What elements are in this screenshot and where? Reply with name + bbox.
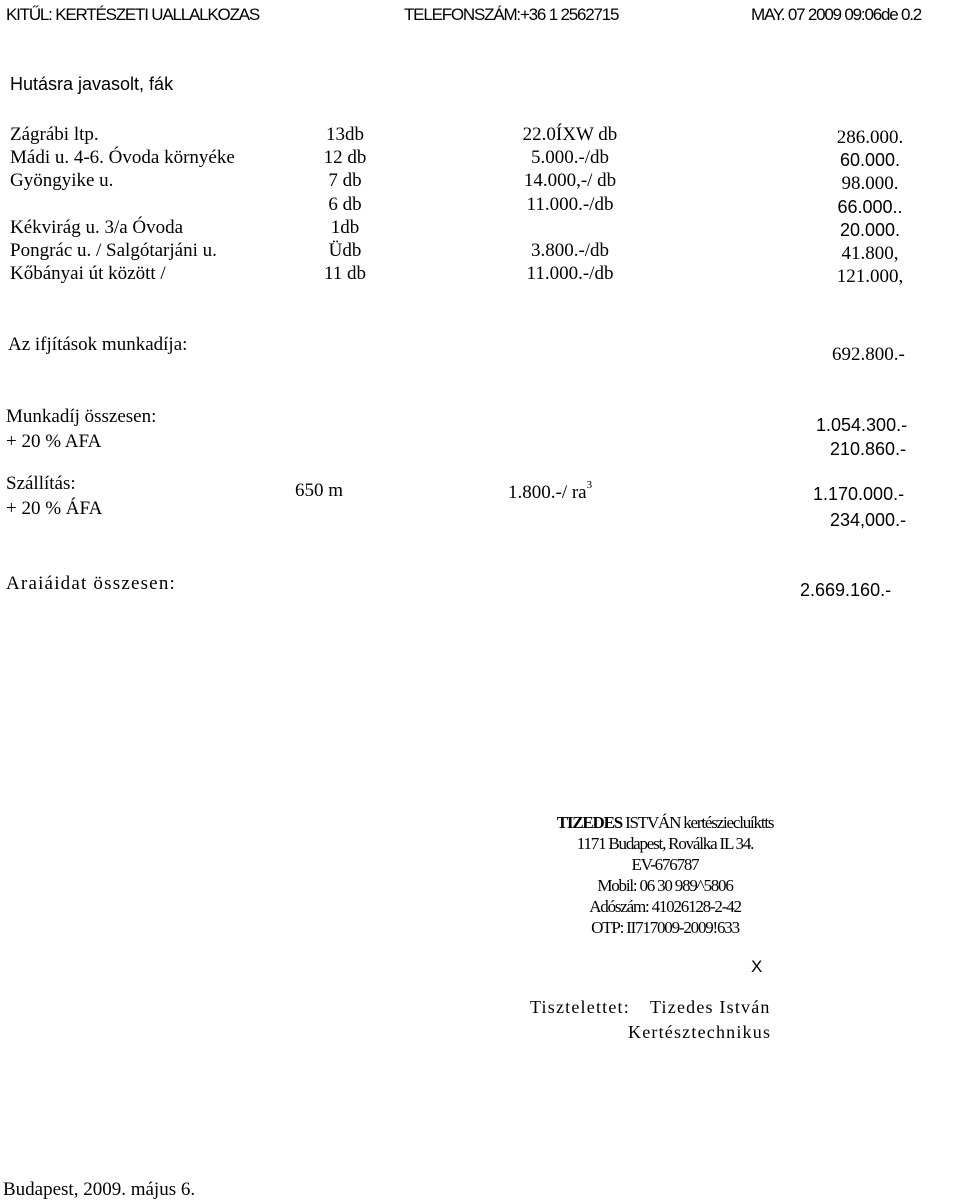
labor-value: 1.054.300.- xyxy=(816,415,908,435)
closing-title: Kertésztechnikus xyxy=(628,1022,772,1042)
quantity-cell: 12 db xyxy=(323,147,367,169)
shipping-vat-label: + 20 % ÁFA xyxy=(6,498,103,519)
stamp-name-rest: ISTVÁN kertésziecluíktts xyxy=(625,813,774,832)
shipping-unit-price xyxy=(508,479,593,503)
grand-total-label: Araiáidat összesen: xyxy=(6,573,176,594)
stamp-mobile: Mobil: 06 30 989^5806 xyxy=(597,876,733,895)
shipping-label: Szállítás: xyxy=(6,473,76,494)
stamp-address: 1171 Budapest, Roválka IL 34. xyxy=(576,834,754,853)
location-cell: Kékvirág u. 3/a Óvoda xyxy=(10,216,184,238)
shipping-quantity: 650 m xyxy=(295,480,344,501)
quantity-cell: 1db xyxy=(330,216,360,238)
unit-price-cell: 14.000,-/ db xyxy=(523,170,617,192)
fax-datetime: MAY. 07 2009 09:06de 0.2 xyxy=(751,5,922,24)
place-date: Budapest, 2009. május 6. xyxy=(3,1179,196,1200)
total-cell: 20.000. xyxy=(839,219,901,240)
shipping-vat-value: 234,000.- xyxy=(830,510,907,530)
unit-price-cell: 11.000.-/db xyxy=(526,193,614,215)
stamp-tax: Adószám: 41026128-2-42 xyxy=(589,897,741,916)
fax-phone: TELEFONSZÁM:+36 1 2562715 xyxy=(404,5,619,24)
company-stamp xyxy=(505,812,825,938)
unit-price-cell: 22.0ÍXW db xyxy=(522,124,618,145)
signature-mark: X xyxy=(751,957,763,976)
location-cell: Zágrábi ltp. xyxy=(10,124,99,145)
total-column xyxy=(815,126,925,288)
stamp-name-bold: TIZEDES xyxy=(556,813,622,832)
stamp-ev: EV-676787 xyxy=(631,855,699,874)
quantity-cell: 11 db xyxy=(323,263,367,285)
unit-price-cell: 11.000.-/db xyxy=(526,263,614,285)
quantity-cell: Üdb xyxy=(328,240,362,262)
renovation-value: 692.800.- xyxy=(832,344,905,365)
unit-price-cell: 3.800.-/db xyxy=(530,240,610,262)
cubic-superscript: 3 xyxy=(586,479,593,491)
location-column xyxy=(10,123,235,285)
total-cell: 286.000. xyxy=(836,127,904,148)
labor-vat-label: + 20 % AFA xyxy=(6,431,102,452)
quantity-cell: 6 db xyxy=(328,193,362,215)
unit-price-column xyxy=(495,123,645,285)
renovation-label: Az ifjítások munkadíja: xyxy=(8,334,188,355)
shipping-unit-price-text: 1.800.-/ ra xyxy=(508,482,587,503)
unit-price-cell: 5.000.-/db xyxy=(530,147,610,169)
location-cell: Mádi u. 4-6. Óvoda környéke xyxy=(10,147,235,169)
total-cell: 41.800, xyxy=(841,243,899,265)
total-cell: 60.000. xyxy=(839,150,901,171)
location-cell xyxy=(10,193,235,216)
unit-price-cell xyxy=(495,216,645,239)
location-cell: Kőbányai út között / xyxy=(10,263,166,285)
stamp-bank: OTP: II717009-2009!633 xyxy=(591,918,739,937)
total-cell: 121.000, xyxy=(836,266,904,288)
stamp-name xyxy=(505,812,825,833)
shipping-value: 1.170.000.- xyxy=(813,484,905,504)
closing-name: Tizedes István xyxy=(650,997,771,1017)
grand-total-value: 2.669.160.- xyxy=(800,580,892,600)
section-title: Hutásra javasolt, fák xyxy=(10,74,174,94)
quantity-cell: 13db xyxy=(326,124,364,145)
location-cell: Gyöngyike u. xyxy=(10,170,114,192)
quantity-column xyxy=(300,123,390,285)
fax-sender: KITŰL: KERTÉSZETI UALLALKOZAS xyxy=(6,5,260,24)
total-cell: 98.000. xyxy=(841,173,899,195)
quantity-cell: 7 db xyxy=(328,170,362,192)
total-cell: 66.000.. xyxy=(837,196,903,217)
labor-label: Munkadíj összesen: xyxy=(6,406,157,427)
location-cell: Pongrác u. / Salgótarjáni u. xyxy=(10,240,217,262)
closing-greeting: Tisztelettet: xyxy=(530,997,630,1017)
labor-vat-value: 210.860.- xyxy=(830,439,907,459)
